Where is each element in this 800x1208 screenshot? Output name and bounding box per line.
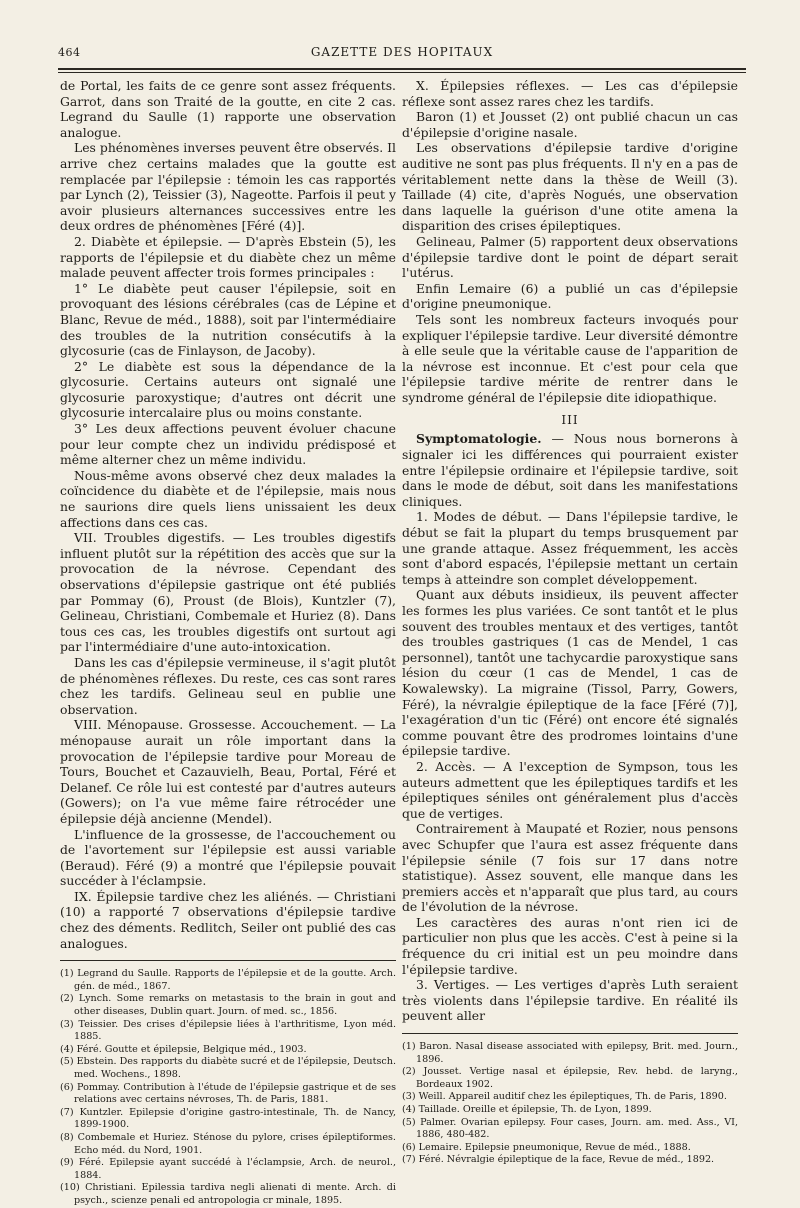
footnote-rule (402, 1033, 738, 1034)
paragraph: de Portal, les faits de ce genre sont assez fréquents. Garrot, dans son Traité de la goutte, en cite 2 cas. Legrand du Saulle (1) rapporte une observation analogue. (60, 78, 396, 140)
footnote: (6) Lemaire. Epilepsie pneumonique, Revue de méd., 1888. (402, 1141, 691, 1153)
left-column (60, 78, 396, 1208)
footnote-rule (60, 960, 396, 961)
header-rule-thin (58, 72, 746, 73)
running-title: GAZETTE DES HOPITAUX (310, 45, 494, 59)
footnote: (3) Teissier. Des crises d'épilepsie liées à l'arthritisme, Lyon méd. 1885. (60, 1018, 396, 1043)
footnote: (2) Jousset. Vertige nasal et épilepsie, Rev. hebd. de laryng., Bordeaux 1902. (402, 1066, 738, 1090)
footnote: (1) Legrand du Saulle. Rapports de l'épilepsie et de la goutte. Arch. gén. de méd., 1867. (60, 968, 396, 992)
paragraph: 3° Les deux affections peuvent évoluer chacune pour leur compte chez un individu prédisposé et même alterner chez un même individu. (60, 421, 396, 468)
page-number: 464 (58, 46, 81, 59)
paragraph: Baron (1) et Jousset (2) ont publié chacun un cas d'épilepsie d'origine nasale. (402, 109, 738, 140)
footnote: (7) Féré. Névralgie épileptique de la face, Revue de méd., 1892. (402, 1154, 715, 1166)
footnote: (9) Féré. Epilepsie ayant succédé à l'éclampsie, Arch. de neurol., 1884. (60, 1157, 396, 1181)
paragraph: 1. Modes de début. — Dans l'épilepsie tardive, le début se fait la plupart du temps brusquement par une grande attaque. Assez fréquemment, les accès sont d'abord espacés, l'épilepsie mettant un certain temps à atteindre son complet développement. (402, 509, 738, 587)
footnote: (4) Taillade. Oreille et épilepsie, Th. de Lyon, 1899. (402, 1104, 652, 1115)
paragraph: L'influence de la grossesse, de l'accouchement ou de l'avortement sur l'épilepsie est aussi variable (Beraud). Féré (9) a montré que l'épilepsie pouvait succéder à l'éclampsie. (60, 826, 396, 889)
right-body-text (402, 78, 738, 1024)
footnote: (2) Lynch. Some remarks on metastasis to the brain in gout and other diseases, Dublin quart. Journ. of med. sc., 1856. (60, 993, 396, 1018)
paragraph: 2° Le diabète est sous la dépendance de la glycosurie. Certains auteurs ont signalé une glycosurie paroxystique; d'autres ont décrit une glycosurie intercalaire plus ou moins constante. (60, 358, 396, 421)
header-rule (58, 68, 746, 70)
footnote: (10) Christiani. Epilessia tardiva negli alienati di mente. Arch. di psych., scienze penali ed antropologia cr minale, 1895. (60, 1182, 396, 1206)
paragraph: 1° Le diabète peut causer l'épilepsie, soit en provoquant des lésions cérébrales (cas de Lépine et Blanc, Revue de méd., 1888), soit par l'intermédiaire des troubles de la nutrition consécutifs à la glycosurie (cas de Finlayson, de Jacoby). (60, 280, 396, 359)
paragraph: Les observations d'épilepsie tardive d'origine auditive ne sont pas plus fréquents. Il n'y en a pas de véritablement nette dans la thèse de Weill (3). Taillade (4) cite, d'après Nogués, une observation dans laquelle la guérison d'une otite amena la disparition des crises épileptiques. (402, 140, 738, 234)
footnote: (5) Ebstein. Des rapports du diabète sucré et de l'épilepsie, Deutsch. med. Wochens., 1898. (60, 1056, 396, 1080)
paragraph: Enfin Lemaire (6) a publié un cas d'épilepsie d'origine pneumonique. (402, 280, 738, 312)
paragraph: Nous-même avons observé chez deux malades la coïncidence du diabète et de l'épilepsie, mais nous ne saurions dire quels liens unissaient les deux affections dans ces cas. (60, 467, 396, 530)
paragraph: Quant aux débuts insidieux, ils peuvent affecter les formes les plus variées. Ce sont tantôt et le plus souvent des troubles mentaux et des vertiges, tantôt des troubles gastriques (1 cas de Mendel, 1 cas personnel), tantôt une tachycardie paroxystique sans lésion du cœur (1 cas de Mendel, 1 cas de Kowalewsky). La migraine (Tissol, Parry, Gowers, Féré), la névralgie épileptique de la face [Féré (7)], l'exagération d'un tic (Féré) ont encore été signalés comme pouvant être des prodromes lointains d'une épilepsie tardive. (402, 587, 738, 759)
paragraph: VII. Troubles digestifs. — Les troubles digestifs influent plutôt sur la répétition des accès que sur la provocation de la névrose. Cependant des observations d'épilepsie gastrique ont été publiés par Pommay (6), Proust (de Blois), Kuntzler (7), Gelineau, Christiani, Combemale et Huriez (8). Dans tous ces cas, les troubles digestifs ont surtout agi par l'intermédiaire d'une auto-intoxication. (60, 530, 396, 655)
footnote: (5) Palmer. Ovarian epilepsy. Four cases, Journ. am. med. Ass., VI, 1886, 480-482. (402, 1116, 738, 1141)
section-intro-text: — Nous nous bornerons à signaler ici les différences qui pourraient exister entre l'épilepsie ordinaire et l'épilepsie tardive, soit dans le mode de début, soit dans les manifestations cliniques. (402, 431, 738, 509)
footnote: (4) Féré. Goutte et épilepsie, Belgique méd., 1903. (60, 1043, 307, 1055)
paragraph: VIII. Ménopause. Grossesse. Accouchement. — La ménopause aurait un rôle important dans la provocation de l'épilepsie tardive pour Moreau de Tours, Bouchet et Cazauvielh, Beau, Portal, Féré et Delanef. Ce rôle lui est contesté par d'autres auteurs (Gowers); on l'a vue même faire rétrocéder une épilepsie déjà ancienne (Mendel). (60, 717, 396, 826)
footnote: (6) Pommay. Contribution à l'étude de l'épilepsie gastrique et de ses relations avec certains névroses, Th. de Paris, 1881. (60, 1081, 396, 1106)
section-heading: III (561, 413, 579, 428)
page-header (58, 42, 746, 62)
footnote: (7) Kuntzler. Epilepsie d'origine gastro-intestinale, Th. de Nancy, 1899-1900. (60, 1106, 396, 1131)
right-column (402, 78, 738, 1167)
footnote: (8) Combemale et Huriez. Sténose du pylore, crises épileptiformes. Echo méd. du Nord, 1901. (60, 1131, 396, 1156)
paragraph: IX. Épilepsie tardive chez les aliénés. — Christiani (10) a rapporté 7 observations d'épilepsie tardive chez des déments. Redlitch, Seiler ont publié des cas analogues. (60, 888, 396, 951)
paragraph: Tels sont les nombreux facteurs invoqués pour expliquer l'épilepsie tardive. Leur diversité démontre à elle seule que la véritable cause de l'apparition de la névrose est inconnue. Et c'est pour cela que l'épilepsie tardive mérite de rentrer dans le syndrome général de l'épilepsie dite idiopathique. (402, 311, 738, 405)
right-footnotes (402, 1041, 738, 1167)
left-body-text (60, 78, 396, 951)
paragraph: Les phénomènes inverses peuvent être observés. Il arrive chez certains malades que la goutte est remplacée par l'épilepsie : témoin les cas rapportés par Lynch (2), Teissier (3), Nageotte. Parfois il peut y avoir plusieurs alternances successives entre les deux ordres de phénomènes [Féré (4)]. (60, 140, 396, 234)
left-footnotes (60, 968, 396, 1207)
paragraph: Dans les cas d'épilepsie vermineuse, il s'agit plutôt de phénomènes réflexes. Du reste, ces cas sont rares chez les tardifs. Gelineau seul en publie une observation. (60, 654, 396, 717)
section-lead: Symptomatologie. (416, 431, 542, 447)
paragraph: Gelineau, Palmer (5) rapportent deux observations d'épilepsie tardive dont le point de départ serait l'utérus. (402, 233, 738, 281)
paragraph: 2. Accès. — A l'exception de Sympson, tous les auteurs admettent que les épileptiques tardifs et les épileptiques séniles ont généralement plus d'accès que de vertiges. (402, 758, 738, 821)
footnote: (3) Weill. Appareil auditif chez les épileptiques, Th. de Paris, 1890. (402, 1091, 727, 1103)
footnote: (1) Baron. Nasal disease associated with epilepsy, Brit. med. Journ., 1896. (402, 1041, 738, 1065)
paragraph: X. Épilepsies réflexes. — Les cas d'épilepsie réflexe sont assez rares chez les tardifs. (402, 78, 738, 109)
paragraph: Contrairement à Maupaté et Rozier, nous pensons avec Schupfer que l'aura est assez fréquente dans l'épilepsie sénile (7 fois sur 17 dans notre statistique). Assez souvent, elle manque dans les premiers accès et n'apparaît que plus tard, au cours de l'évolution de la névrose. (402, 821, 738, 915)
section-intro (402, 431, 738, 509)
paragraph: 3. Vertiges. — Les vertiges d'après Luth seraient très violents dans l'épilepsie tardive. En réalité ils peuvent aller (402, 977, 738, 1024)
paragraph: Les caractères des auras n'ont rien ici de particulier non plus que les accès. C'est à peine si la fréquence du cri initial est un peu moindre dans l'épilepsie tardive. (402, 914, 738, 977)
paragraph: 2. Diabète et épilepsie. — D'après Ebstein (5), les rapports de l'épilepsie et du diabète chez un même malade peuvent affecter trois formes principales : (60, 233, 396, 281)
